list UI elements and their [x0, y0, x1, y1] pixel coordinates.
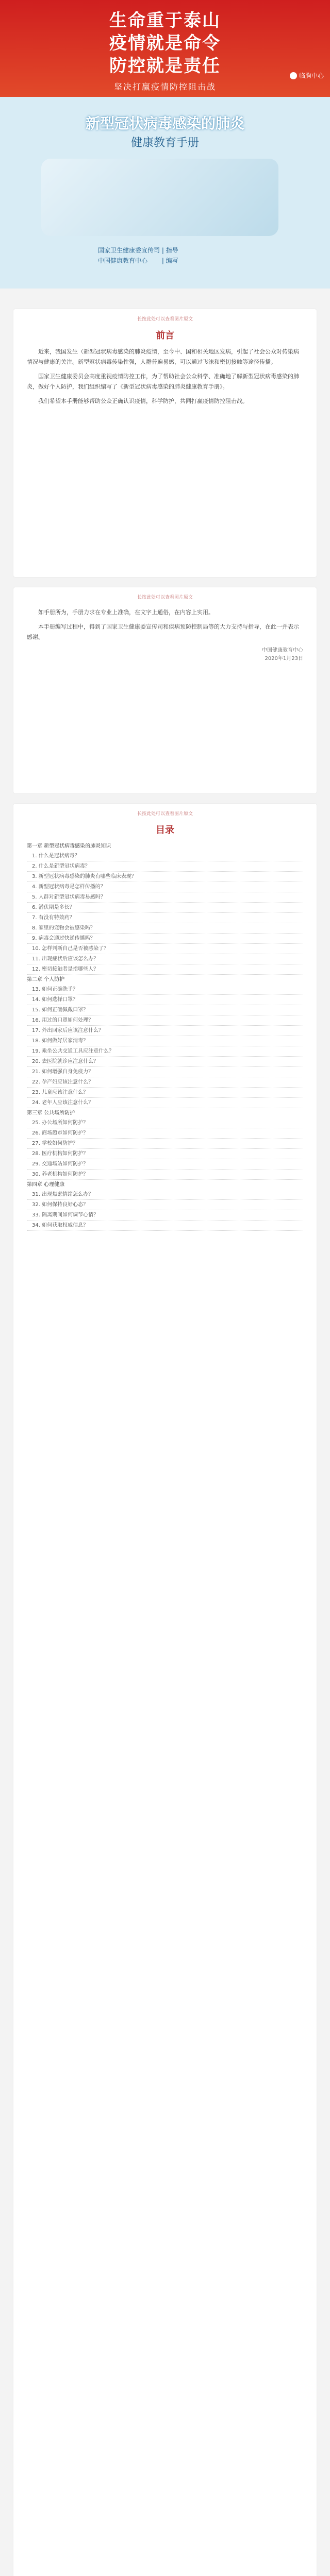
toc-item[interactable]: 2. 什么是新型冠状病毒？ — [27, 861, 303, 872]
toc-item[interactable]: 25. 办公场所如何防护？ — [27, 1118, 303, 1128]
toc-item[interactable]: 30. 养老机构如何防护？ — [27, 1170, 303, 1180]
preface-paragraph: 本手册编写过程中，得到了国家卫生健康委宣传司和疾病预防控制局等的大力支持与指导，在此一并表示感谢。 — [27, 623, 299, 640]
cover-section — [0, 97, 330, 289]
cover-editors — [98, 245, 178, 266]
preface-card — [13, 309, 317, 577]
preface-paragraph: 近来，我国发生（新型冠状病毒感染的肺炎疫情，至今中、国和相关地区发病，引起了社会公众对传染病情况与健康的关注。新型冠状病毒传染性强，人群普遍易感，可以通过飞沫和密切接触等途径传播。 — [27, 348, 299, 365]
toc-item[interactable]: 10. 怎样判断自己是否被感染了？ — [27, 944, 303, 954]
toc-card — [13, 804, 317, 2576]
banner-slogan: 坚决打赢疫情防控阻击战 — [113, 82, 216, 92]
toc-item[interactable]: 34. 如何获取权威信息？ — [27, 1221, 303, 1231]
toc-section[interactable]: 第一章 新型冠状病毒感染的肺炎知识 — [27, 843, 111, 849]
logo-icon — [290, 72, 297, 79]
toc-item[interactable]: 29. 交通场站如何防护？ — [27, 1159, 303, 1170]
toc-item[interactable]: 14. 如何选择口罩？ — [27, 995, 303, 1005]
toc-item[interactable]: 20. 去医院就诊应注意什么？ — [27, 1057, 303, 1067]
cover-editor-line: 国家卫生健康委宣传司 | 指导 — [98, 247, 178, 254]
toc-section[interactable]: 第三章 公共场所防护 — [27, 1110, 75, 1116]
preface-date: 2020年1月23日 — [265, 656, 303, 662]
preface-continued-card — [13, 587, 317, 793]
toc-section[interactable]: 第二章 个人防护 — [27, 977, 65, 982]
banner-line-1: 生命重于泰山 — [109, 10, 221, 31]
toc-title: 目录 — [156, 825, 174, 836]
toc-item[interactable]: 4. 新型冠状病毒是怎样传播的？ — [27, 882, 303, 892]
toc-item[interactable]: 22. 孕产妇应该注意什么？ — [27, 1077, 303, 1088]
view-original-hint[interactable]: 长按此处可以查看图片原文 — [137, 595, 193, 600]
toc-item[interactable]: 28. 医疗机构如何防护？ — [27, 1149, 303, 1159]
toc-item[interactable]: 31. 出现焦虑情绪怎么办？ — [27, 1190, 303, 1200]
toc-item[interactable]: 13. 如何正确洗手？ — [27, 985, 303, 995]
preface-paragraph: 国家卫生健康委员会高度重视疫情防控工作，为了帮助社会公众科学、准确地了解新型冠状病毒感染的肺炎，做好个人防护，我们组织编写了《新型冠状病毒感染的肺炎健康教育手册》。 — [27, 373, 299, 390]
toc-item[interactable]: 3. 新型冠状病毒感染的肺炎有哪些临床表现？ — [27, 872, 303, 882]
toc-item[interactable]: 7. 有没有特效药？ — [27, 913, 303, 923]
toc-item[interactable]: 8. 家里的宠物会被感染吗？ — [27, 923, 303, 934]
toc-list — [13, 841, 317, 1236]
cover-title: 新型冠状病毒感染的肺炎 — [85, 115, 244, 132]
toc-item[interactable]: 26. 商场超市如何防护？ — [27, 1128, 303, 1139]
toc-item[interactable]: 17. 外出回家后应该注意什么？ — [27, 1026, 303, 1036]
toc-item[interactable]: 15. 如何正确佩戴口罩？ — [27, 1005, 303, 1015]
logo-text: 临朐中心 — [299, 72, 324, 79]
preface-title: 前言 — [156, 330, 174, 341]
preface-paragraph: 如手册所为，手册力求在专业上准确，在文字上通俗，在内容上实用。 — [38, 609, 214, 616]
brand-logo — [290, 71, 324, 80]
toc-item[interactable]: 21. 如何增强自身免疫力？ — [27, 1067, 303, 1077]
header-banner — [0, 0, 330, 97]
preface-signature: 中国健康教育中心 — [262, 648, 303, 653]
toc-section[interactable]: 第四章 心理健康 — [27, 1182, 65, 1188]
toc-item[interactable]: 32. 如何保持良好心态？ — [27, 1200, 303, 1210]
toc-item[interactable]: 18. 如何做好居家消毒？ — [27, 1036, 303, 1046]
toc-item[interactable]: 12. 密切接触者是指哪些人？ — [27, 964, 303, 975]
toc-item[interactable]: 24. 老年人应该注意什么？ — [27, 1098, 303, 1108]
toc-item[interactable]: 9. 病毒会通过快递传播吗？ — [27, 934, 303, 944]
toc-item[interactable]: 27. 学校如何防护？ — [27, 1139, 303, 1149]
cover-editor-line: 中国健康教育中心 | 编写 — [98, 257, 178, 264]
toc-item[interactable]: 5. 人群对新型冠状病毒易感吗？ — [27, 892, 303, 903]
cover-illustration — [41, 159, 278, 236]
view-original-hint[interactable]: 长按此处可以查看图片原文 — [137, 811, 193, 817]
view-original-hint[interactable]: 长按此处可以查看图片原文 — [137, 317, 193, 322]
preface-paragraph: 我们希望本手册能够帮助公众正确认识疫情，科学防护，共同打赢疫情防控阻击战。 — [38, 398, 248, 404]
toc-item[interactable]: 33. 隔离期间如何调节心情？ — [27, 1210, 303, 1221]
toc-item[interactable]: 6. 潜伏期是多长？ — [27, 903, 303, 913]
banner-line-3: 防控就是责任 — [109, 56, 221, 76]
banner-line-2: 疫情就是命令 — [109, 33, 221, 54]
toc-item[interactable]: 1. 什么是冠状病毒？ — [27, 851, 303, 861]
cover-subtitle: 健康教育手册 — [130, 137, 199, 149]
toc-item[interactable]: 16. 用过的口罩如何处理？ — [27, 1015, 303, 1026]
toc-item[interactable]: 19. 乘坐公共交通工具应注意什么？ — [27, 1046, 303, 1057]
toc-item[interactable]: 23. 儿童应该注意什么？ — [27, 1088, 303, 1098]
toc-item[interactable]: 11. 出现症状后应该怎么办？ — [27, 954, 303, 964]
